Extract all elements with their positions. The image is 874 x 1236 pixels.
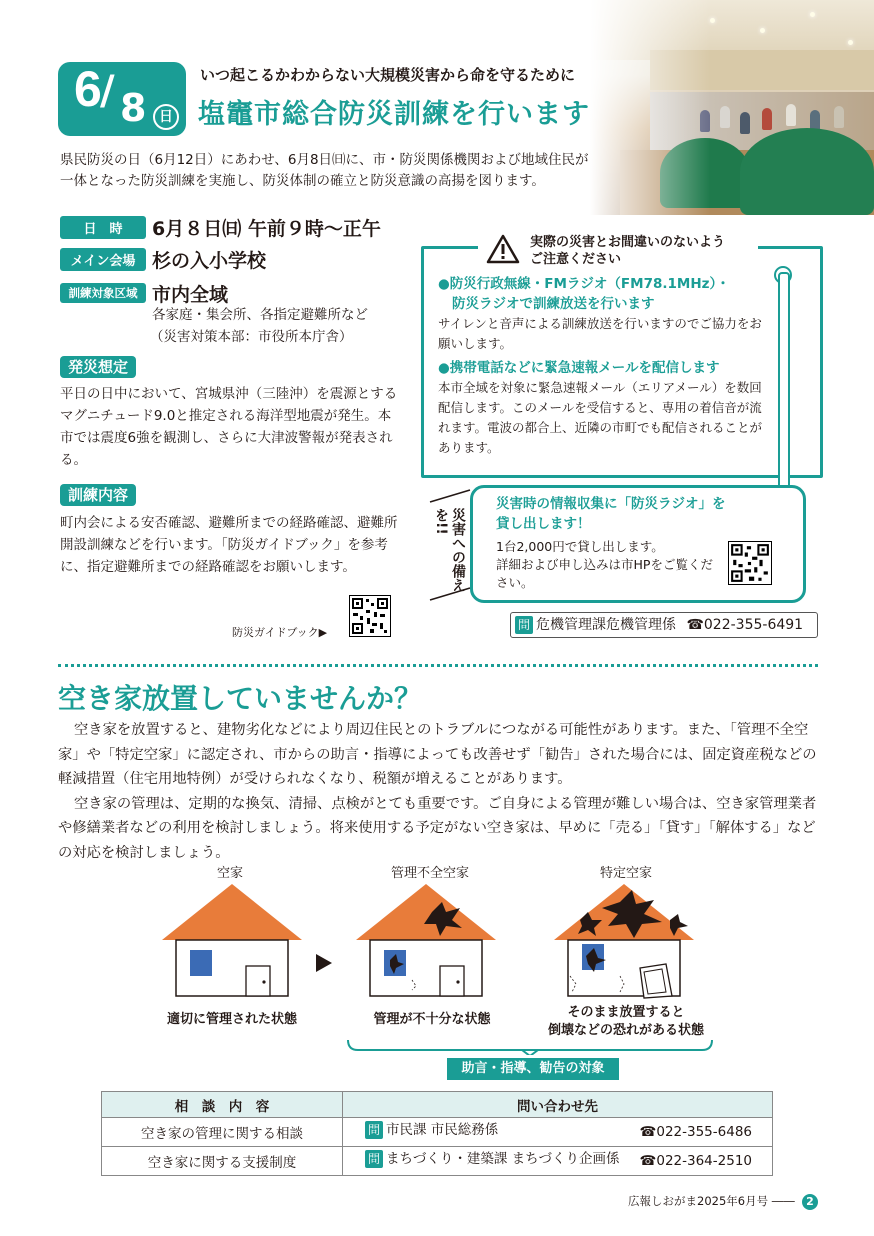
date-label: 日 時 [60,216,146,239]
scenario-label: 発災想定 [60,356,136,378]
warning-item2-text: 本市全域を対象に緊急速報メール（エリアメール）を数回配信します。このメールを受信すると、専用の着信音が流れます。電波の都合上、近隣の市町でも配信されることがあります。 [438,380,763,455]
date-day: 8 [120,86,147,130]
house3-top-label: 特定空家 [599,866,652,881]
table-row-phone[interactable]: ☎022-364-2510 [639,1153,752,1169]
training-label: 訓練内容 [60,484,136,506]
date-month: 6 [74,61,100,117]
contact-crisis [510,612,818,638]
house3-bottom-line1: そのまま放置すると [567,1005,685,1020]
venue-value: 杉の入小学校 [152,250,267,272]
vacant-para1: 空き家を放置すると、建物劣化などにより周辺住民とのトラブルにつながる可能性があります。また、「管理不全空家」や「特定空家」に認定され、市からの助言・指導によっても改善せず「勧告」された場合には、固定資産税などの軽減措置（住宅用地特例）が受けられなくなり、税額が増えることがあります。 [58,722,817,787]
house2-top-label: 管理不全空家 [390,866,469,881]
antenna-icon [778,272,790,491]
radio-title-line2: 貸し出します！ [496,516,591,532]
house1-top-label: 空家 [216,866,243,881]
warning-item1-title1: ●防災行政無線・FMラジオ（FM78.1MHz）・ [438,276,730,292]
contact-phone[interactable]: ☎022-355-6491 [686,617,804,633]
table-row-dept: 市民課 市民総務係 [386,1122,499,1138]
date-label-wrap [60,216,146,239]
table-cell-contact [343,1147,773,1176]
vacant-text [58,718,818,865]
contact-dept: 危機管理課危機管理係 [536,617,676,633]
vacant-title: 空き家放置していませんか？ [58,682,423,715]
guidebook-label: 防災ガイドブック▶ [232,626,328,639]
house1-bottom-label: 適切に管理された状態 [166,1012,297,1027]
table-head-topic: 相 談 内 容 [102,1092,343,1118]
radio-title [496,494,726,534]
radio-title-line1: 災害時の情報収集に「防災ラジオ」を [496,496,726,512]
warning-items [438,274,768,458]
radio-qr-icon[interactable] [728,541,772,585]
consult-table [101,1091,773,1176]
intro-text: 県民防災の日（6月12日）にあわせ、6月8日㈰に、市・防災関係機関および地域住民が一体となった防災訓練を実施し、防災体制の確立と防災意識の高揚を図ります。 [60,152,589,189]
table-cell-contact [343,1118,773,1147]
radio-text-line2: 詳細および申し込みは市HPをご覧ください。 [496,557,713,590]
section-divider [58,664,818,667]
house2-bottom-label: 管理が不十分な状態 [373,1012,491,1027]
date-badge: 6 / 8 日 [58,62,186,136]
date-value: 6月８日㈰ 午前９時～正午 [152,218,381,240]
table-row-phone[interactable]: ☎022-355-6486 [639,1124,752,1140]
house3-bottom-label [534,1004,718,1040]
date-weekday: 日 [153,104,179,130]
kicker: いつ起こるかわからない大規模災害から命を守るために [200,66,576,84]
table-head-contact: 問い合わせ先 [343,1092,773,1118]
training-label-wrap [60,484,136,505]
guidebook-qr-icon[interactable] [349,595,391,637]
scenario-text: 平日の日中において、宮城県沖（三陸沖）を震源とするマグニチュード9.0と推定される海洋型地震が発生。本市では震度6強を観測し、さらに大津波警報が発表される。 [60,386,398,468]
area-value: 市内全域 [152,284,229,306]
table-header-row [102,1092,773,1118]
warning-head [530,234,725,268]
venue-label: メイン会場 [60,248,146,271]
house3-bottom-line2: 倒壊などの恐れがある状態 [547,1023,704,1038]
contact-mark: 問 [515,616,533,634]
warning-head-line1: 実際の災害とお間違いのないよう [530,235,726,250]
area-label-wrap [60,282,146,303]
table-cell-topic: 空き家の管理に関する相談 [102,1118,343,1147]
table-row-dept: まちづくり・建築課 まちづくり企画係 [386,1151,620,1167]
radio-text [496,538,724,592]
vacant-para2: 空き家の管理は、定期的な換気、清掃、点検がとても重要です。ご自身による管理が難しい場合は、空き家管理業者や修繕業者などの利用を検討しましょう。将来使用する予定がない空き家は、早めに「売る」「貸す」「解体する」などの対応を検討しましょう。 [58,795,817,861]
page-number: 2 [802,1194,818,1210]
table-row [102,1147,773,1176]
area-label: 訓練対象区域 [60,283,146,303]
radio-text-line1: 1台2,000円で貸し出します。 [496,539,664,554]
page-title: 塩竈市総合防災訓練を行います [198,99,590,130]
table-cell-topic: 空き家に関する支援制度 [102,1147,343,1176]
training-text: 町内会による安否確認、避難所までの経路確認、避難所開設訓練などを行います。「防災ガイドブック」を参考に、指定避難所までの経路確認をお願いします。 [60,515,398,575]
drill-photo [590,0,874,215]
warning-item1-text: サイレンと音声による訓練放送を行いますのでご協力をお願いします。 [438,316,762,351]
target-label: 助言・指導、勧告の対象 [447,1058,619,1080]
warning-head-line2: ご注意ください [530,252,622,267]
side-note: 災害への備えを!! [433,508,466,592]
venue-label-wrap [60,248,146,271]
table-row [102,1118,773,1147]
area-detail-2: （災害対策本部：市役所本庁舎） [150,329,353,345]
table-row-mark: 問 [365,1150,383,1168]
footer-text: 広報しおがま2025年6月号 ―― [628,1194,795,1208]
table-row-mark: 問 [365,1121,383,1139]
warning-item1-title2: 防災ラジオで訓練放送を行います [452,296,655,312]
warning-item2-title: ●携帯電話などに緊急速報メールを配信します [438,360,720,376]
scenario-label-wrap [60,356,136,377]
warning-icon [486,234,520,264]
area-detail-1: 各家庭・集会所、各指定避難所など [152,307,368,323]
